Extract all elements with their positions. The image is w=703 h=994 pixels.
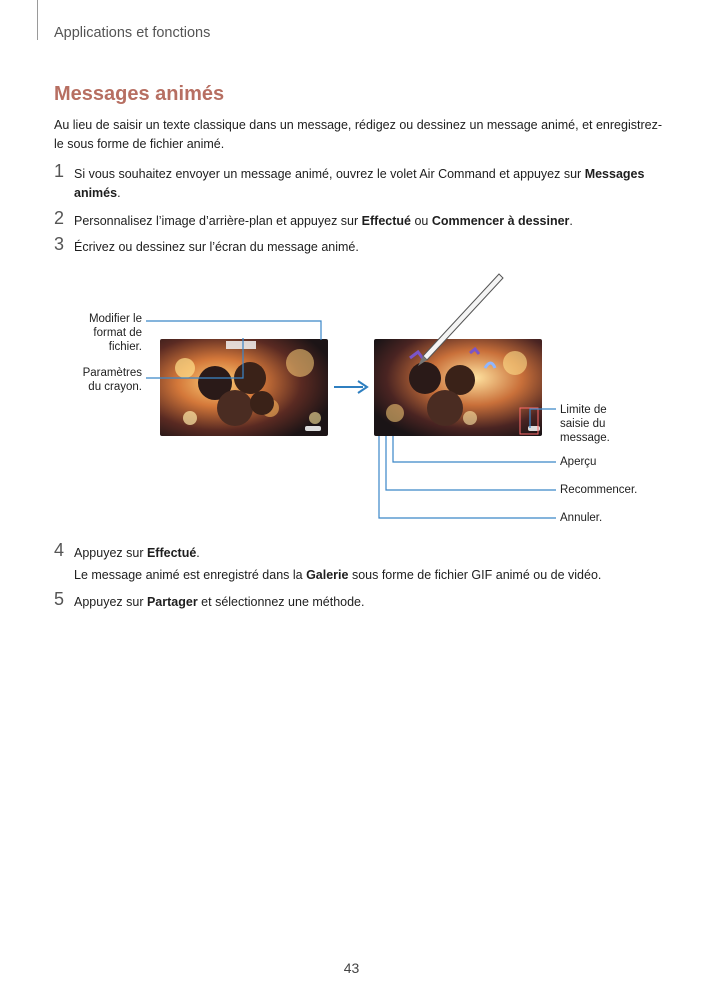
arrow-right-icon xyxy=(334,381,367,393)
step-number: 2 xyxy=(54,208,65,228)
step-3: 3 Écrivez ou dessinez sur l’écran du message animé. xyxy=(54,234,359,254)
callout-restart: Recommencer. xyxy=(560,484,638,496)
callout-pen-settings: Paramètres du crayon. xyxy=(82,367,142,393)
step-number: 3 xyxy=(54,234,65,254)
step-5: 5 Appuyez sur Partager et sélectionnez une méthode. xyxy=(54,589,365,609)
callout-cancel: Annuler. xyxy=(560,512,603,524)
page-title: Messages animés xyxy=(54,83,225,105)
bold-term: Commencer à dessiner xyxy=(431,214,570,228)
before-screenshot xyxy=(160,339,328,436)
bold-term: Galerie xyxy=(306,568,349,582)
page-number: 43 xyxy=(343,960,360,976)
callout-preview: Aperçu xyxy=(560,456,597,468)
step-1: 1 Si vous souhaitez envoyer un message animé, ouvrez le volet Air Command et appuyez sur Messages animés. xyxy=(54,161,645,200)
callout-message-limit: Limite de saisie du message. xyxy=(560,404,610,444)
bold-term: Messages animés xyxy=(74,167,645,200)
bold-term: Effectué xyxy=(361,214,411,228)
intro-paragraph: Au lieu de saisir un texte classique dans un message, rédigez ou dessinez un message animé, et enregistrez-le sous forme de fichier animé. xyxy=(54,118,662,151)
after-screenshot xyxy=(374,339,542,436)
step-number: 1 xyxy=(54,161,65,181)
animated-message-figure xyxy=(0,268,703,533)
bold-term: Effectué xyxy=(146,546,197,560)
step-2: 2 Personnalisez l’image d’arrière-plan et appuyez sur Effectué ou Commencer à dessiner. xyxy=(54,208,573,228)
step-number: 4 xyxy=(54,540,65,560)
step-number: 5 xyxy=(54,589,65,609)
step-4: 4 Appuyez sur Effectué. Le message animé est enregistré dans la Galerie sous forme de fichier GIF animé ou de vidéo. xyxy=(54,540,602,582)
bold-term: Partager xyxy=(146,595,198,609)
section-header: Applications et fonctions xyxy=(54,25,211,41)
margin-rule xyxy=(37,0,38,40)
callout-change-format: Modifier le format de fichier. xyxy=(88,313,142,353)
